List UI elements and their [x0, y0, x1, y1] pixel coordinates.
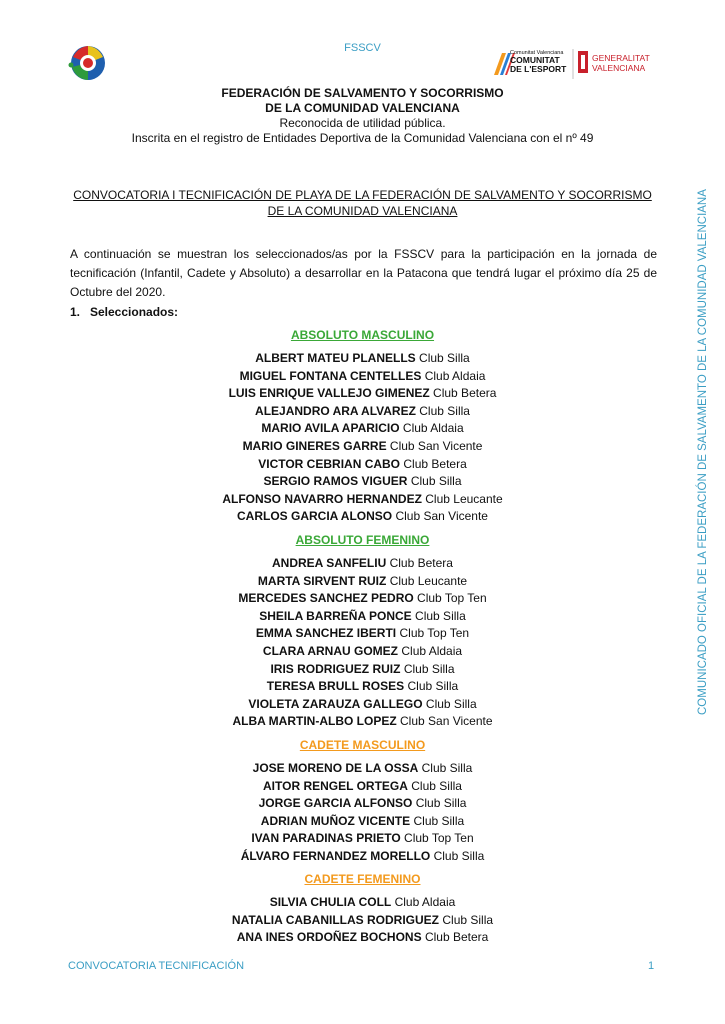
athlete-club: Club Aldaia	[401, 643, 463, 658]
category-list	[0, 350, 725, 526]
selected-athlete	[0, 795, 725, 813]
athlete-name: SILVIA CHULIA COLL	[269, 895, 392, 909]
selected-athlete	[0, 696, 725, 714]
logo-esport-text: DE L'ESPORT	[510, 64, 567, 74]
selected-athlete	[0, 625, 725, 643]
selected-athlete	[0, 912, 725, 930]
athlete-name: ALEJANDRO ARA ALVAREZ	[255, 403, 416, 418]
athlete-name: SHEILA BARREÑA PONCE	[259, 608, 412, 623]
athlete-club: Club Silla	[415, 796, 467, 811]
selected-athlete	[0, 848, 725, 866]
selected-athlete	[0, 929, 725, 947]
selected-athlete	[0, 573, 725, 591]
athlete-name: ANA INES ORDOÑEZ BOCHONS	[236, 930, 422, 945]
selected-athlete	[0, 438, 725, 456]
athlete-name: ANDREA SANFELIU	[272, 556, 387, 570]
athlete-name: SERGIO RAMOS VIGUER	[263, 474, 408, 489]
intro-paragraph: A continuación se muestran los seleccionados/as por la FSSCV para la participación en la jornada de tecnificación (Infantil, Cadete y Absoluto) a desarrollar en la Patacona que tendrá lugar el próximo día 25 de Octubre del 2020.	[70, 247, 657, 299]
athlete-club: Club Betera	[389, 556, 453, 570]
header-tag: FSSCV	[344, 42, 381, 54]
selected-athlete	[0, 643, 725, 661]
athlete-name: VICTOR CEBRIAN CABO	[258, 456, 401, 471]
athlete-club: Club Silla	[407, 679, 459, 694]
athlete-name: JOSE MORENO DE LA OSSA	[252, 761, 419, 775]
logo-valenciana-text: VALENCIANA	[592, 63, 646, 73]
athlete-club: Club Silla	[442, 912, 494, 927]
athlete-name: ALBERT MATEU PLANELLS	[255, 351, 416, 365]
org-name-line1: FEDERACIÓN DE SALVAMENTO Y SOCORRISMO	[221, 86, 504, 100]
section-title: Seleccionados:	[90, 305, 179, 319]
athlete-club: Club Silla	[425, 696, 477, 711]
athlete-club: Club Silla	[419, 403, 470, 418]
athlete-name: NATALIA CABANILLAS RODRIGUEZ	[231, 912, 440, 927]
athlete-name: LUIS ENRIQUE VALLEJO GIMENEZ	[228, 386, 430, 401]
athlete-name: MERCEDES SANCHEZ PEDRO	[238, 591, 414, 606]
selected-athlete	[0, 661, 725, 679]
selected-athlete	[0, 508, 725, 526]
athlete-name: CLARA ARNAU GOMEZ	[262, 643, 399, 658]
athlete-club: Club San Vicente	[400, 714, 493, 729]
org-registry: Inscrita en el registro de Entidades Deportiva de la Comunidad Valenciana con el nº 49	[131, 131, 594, 145]
category-list	[0, 894, 725, 947]
athlete-club: Club Silla	[415, 608, 466, 623]
generalitat-esport-logo	[492, 47, 667, 81]
selected-athlete	[0, 473, 725, 491]
category-title: CADETE MASCULINO	[299, 738, 426, 752]
convocatoria-title-line1: CONVOCATORIA I TECNIFICACIÓN DE PLAYA DE LA FEDERACIÓN DE SALVAMENTO Y SOCORRISMO	[73, 188, 652, 202]
selected-athlete	[0, 420, 725, 438]
athlete-club: Club Top Ten	[399, 626, 470, 641]
athlete-name: ÁLVARO FERNANDEZ MORELLO	[240, 848, 431, 863]
athlete-club: Club Leucante	[425, 491, 503, 506]
federation-logo	[68, 43, 108, 83]
athlete-club: Club Silla	[403, 661, 455, 676]
athlete-name: VIOLETA ZARAUZA GALLEGO	[248, 696, 423, 711]
athlete-club: Club Silla	[419, 351, 470, 365]
athlete-club: Club Silla	[413, 813, 465, 828]
athlete-name: ALBA MARTIN-ALBO LOPEZ	[232, 714, 397, 729]
athlete-club: Club San Vicente	[389, 438, 483, 453]
selected-athlete	[0, 778, 725, 796]
selected-athlete	[0, 813, 725, 831]
athlete-club: Club Top Ten	[404, 831, 474, 846]
selected-athlete	[0, 830, 725, 848]
athlete-name: IRIS RODRIGUEZ RUIZ	[270, 661, 401, 676]
athlete-name: EMMA SANCHEZ IBERTI	[255, 626, 397, 641]
selected-athlete	[0, 491, 725, 509]
selected-athlete	[0, 555, 725, 573]
category-title: CADETE FEMENINO	[304, 872, 421, 886]
section-number: 1.	[70, 305, 81, 319]
selected-athlete	[0, 678, 725, 696]
athlete-name: IVAN PARADINAS PRIETO	[251, 831, 401, 846]
athlete-club: Club Aldaia	[424, 368, 486, 383]
athlete-club: Club Silla	[410, 474, 462, 489]
athlete-club: Club Betera	[424, 930, 489, 945]
selected-athlete	[0, 368, 725, 386]
athlete-name: MARIO AVILA APARICIO	[261, 421, 400, 436]
athlete-club: Club Aldaia	[402, 421, 464, 436]
athlete-club: Club Aldaia	[394, 895, 456, 909]
category-list	[0, 760, 725, 866]
athlete-club: Club Silla	[411, 778, 462, 793]
athlete-name: AITOR RENGEL ORTEGA	[263, 778, 408, 793]
athlete-club: Club Silla	[421, 761, 473, 775]
athlete-name: JORGE GARCIA ALFONSO	[258, 796, 413, 811]
athlete-club: Club Silla	[433, 848, 485, 863]
selected-athlete	[0, 590, 725, 608]
athlete-club: Club San Vicente	[395, 509, 488, 524]
athlete-name: ADRIAN MUÑOZ VICENTE	[260, 813, 411, 828]
logo-comunitat-valenciana-text: Comunitat Valenciana	[510, 50, 564, 56]
category-title: ABSOLUTO FEMENINO	[295, 533, 430, 547]
org-recognition: Reconocida de utilidad pública.	[279, 116, 446, 130]
athlete-club: Club Betera	[433, 386, 497, 401]
footer-title: CONVOCATORIA TECNIFICACIÓN	[68, 960, 245, 972]
athlete-club: Club Leucante	[389, 573, 468, 588]
selected-athlete	[0, 403, 725, 421]
selected-athlete	[0, 894, 725, 912]
convocatoria-title-line2: DE LA COMUNIDAD VALENCIANA	[267, 204, 458, 218]
page-number: 1	[648, 960, 655, 972]
selected-athlete	[0, 456, 725, 474]
category-title: ABSOLUTO MASCULINO	[290, 328, 435, 342]
athlete-club: Club Top Ten	[417, 591, 487, 606]
athlete-name: ALFONSO NAVARRO HERNANDEZ	[222, 491, 422, 506]
section-heading	[70, 305, 178, 319]
athlete-club: Club Betera	[403, 456, 467, 471]
logo-generalitat-text: GENERALITAT	[592, 53, 650, 63]
selected-athlete	[0, 350, 725, 368]
athlete-name: MARIO GINERES GARRE	[242, 438, 387, 453]
selected-athlete	[0, 760, 725, 778]
athlete-name: MIGUEL FONTANA CENTELLES	[239, 368, 422, 383]
selected-athlete	[0, 608, 725, 626]
side-official-text: COMUNICADO OFICIAL DE LA FEDERACIÓN DE SALVAMENTO DE LA COMUNIDAD VALENCIANA	[697, 189, 709, 715]
athlete-name: MARTA SIRVENT RUIZ	[257, 573, 387, 588]
selected-athlete	[0, 713, 725, 731]
selected-athlete	[0, 385, 725, 403]
logo-comunitat-text: COMUNITAT	[510, 55, 560, 65]
org-name-line2: DE LA COMUNIDAD VALENCIANA	[265, 101, 460, 115]
athlete-name: CARLOS GARCIA ALONSO	[237, 509, 393, 524]
athlete-name: TERESA BRULL ROSES	[266, 679, 405, 694]
category-list	[0, 555, 725, 731]
